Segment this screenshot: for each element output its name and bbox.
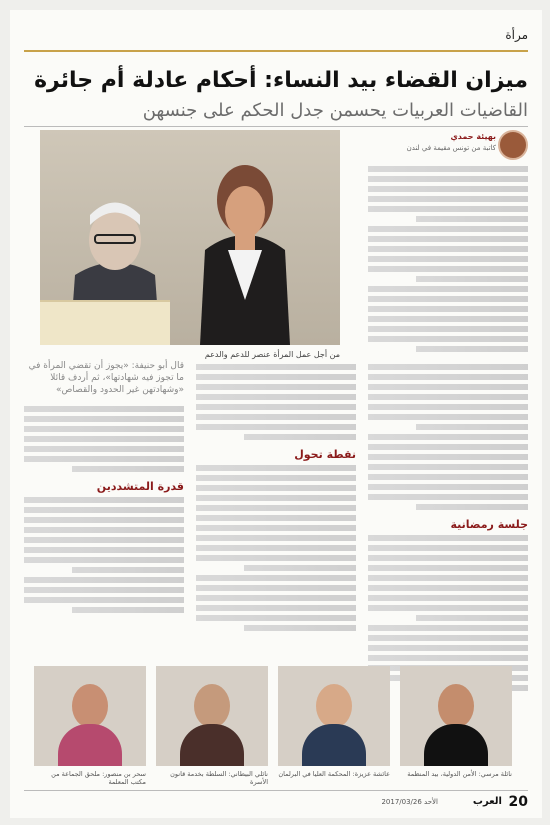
woman-judge-figure (190, 140, 300, 345)
author-box (368, 130, 528, 356)
author-byline (368, 130, 528, 162)
bottom-photo-strip (40, 666, 512, 786)
portrait-3 (156, 666, 268, 766)
author-role: كاتبة من تونس مقيمة في لندن (406, 144, 496, 152)
newspaper-page (10, 10, 542, 818)
page-number: 20 (508, 794, 528, 810)
subheading-three: قدرة المتشددين (96, 480, 184, 493)
portrait-caption-1: نائلة مرسي: الأمن الدولية، بيد المنظمة (407, 770, 512, 778)
section-divider (24, 50, 528, 52)
pull-quote: قال أبو حنيفة: «يجوز أن تقضي المرأة في ما تجوز فيه شهادتها»، ثم أردف قائلا «وشهادتهن غير الحدود والقصاص» (28, 361, 184, 395)
headline-divider (24, 126, 528, 127)
issue-date: الأحد 2017/03/26 (381, 798, 438, 806)
main-photo (40, 130, 340, 345)
portrait-2 (278, 666, 390, 766)
section-label: مرأة (505, 28, 528, 42)
portrait-4 (34, 666, 146, 766)
author-avatar (498, 130, 528, 160)
footer-divider (24, 790, 528, 791)
text-column-2 (196, 360, 356, 635)
portrait-caption-3: نائلي البيطاني: السلطة بخدمة قانون الأسرة (170, 770, 268, 786)
intro-text-lines (368, 166, 528, 352)
document-stack (40, 300, 170, 345)
text-column-1 (368, 360, 528, 695)
portrait-caption-4: سحر بن منصور: ملحق الجماعة من مكتب المعلمة (51, 770, 146, 786)
page-footer (24, 794, 528, 812)
photo-caption: من أجل عمل المرأة عنصر للدعم والدعم (204, 350, 340, 359)
column-1-lines (368, 364, 528, 510)
portrait-1 (400, 666, 512, 766)
magazine-name: العرب (472, 796, 502, 807)
portrait-caption-2: عائشة عزيزة: المحكمة العليا في البرلمان (278, 770, 390, 778)
text-column-3 (24, 360, 184, 617)
subheading-two: نقطة تحول (294, 448, 356, 461)
article-headline: ميزان القضاء بيد النساء: أحكام عادلة أم جائرة (34, 68, 528, 93)
article-subheadline: القاضيات العربيات يحسمن جدل الحكم على جنسهن (142, 100, 528, 121)
subheading-one: جلسة رمضانية (450, 518, 528, 531)
author-name: بهيئة حمدي (450, 132, 496, 141)
